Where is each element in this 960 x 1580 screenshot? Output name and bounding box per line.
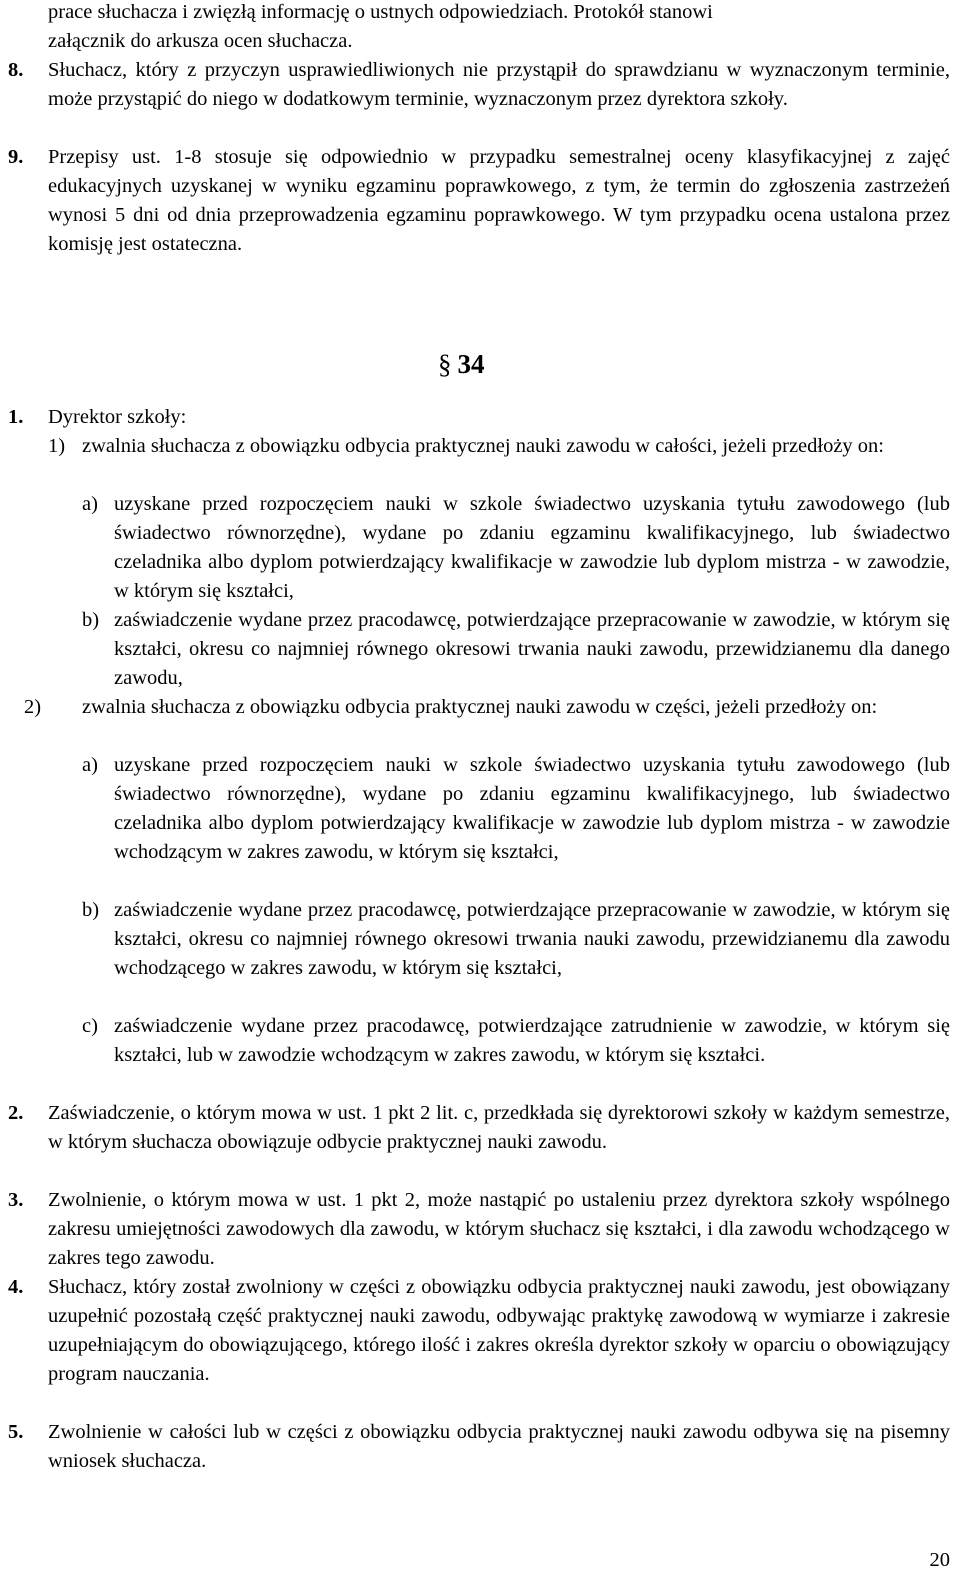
paragraph-item-9 [8,143,950,259]
continuation-line: prace słuchacza i zwięzłą informację o ustnych odpowiedziach. Protokół stanowi [48,1,713,23]
page-number: 20 [929,1549,950,1571]
section-heading [438,346,485,382]
subpoint-text: zaświadczenie wydane przez pracodawcę, potwierdzające przepracowanie w zawodzie, w którym się kształci, okresu co najmniej równego okresowi trwania nauki zawodu, przewidzianemu dla zawodu wchodzącego w zakres zawodu, w którym się kształci, [114,899,950,979]
continuation-line: załącznik do arkusza ocen słuchacza. [48,30,353,52]
paragraph-item-8 [8,56,950,114]
paragraph-item-5 [8,1418,950,1476]
point-1 [48,432,950,461]
paragraph-item-3 [8,1186,950,1273]
paragraph-item-2 [8,1099,950,1157]
subpoint-2b [82,896,950,983]
item-text: Zwolnienie, o którym mowa w ust. 1 pkt 2, może nastąpić po ustaleniu przez dyrektora szkoły wspólnego zakresu umiejętności zawodowych dla zawodu, w którym słuchacz się kształci, i dla zawodu wchodzącego w zakres tego zawodu. [48,1189,950,1269]
item-number: 1. [8,406,24,428]
subpoint-text: zaświadczenie wydane przez pracodawcę, potwierdzające zatrudnienie w zawodzie, w którym się kształci, lub w zawodzie wchodzącym w zakres zawodu, w którym się kształci. [114,1015,950,1066]
item-number: 4. [8,1276,24,1298]
paragraph-item-4 [8,1273,950,1389]
item-number: 2. [8,1102,24,1124]
item-number: 3. [8,1189,24,1211]
continuation-paragraph [48,0,950,56]
item-text: Dyrektor szkoły: [48,406,187,428]
subpoint-label: a) [82,493,98,515]
point-text: zwalnia słuchacza z obowiązku odbycia praktycznej nauki zawodu w części, jeżeli przedłoży on: [82,696,878,718]
item-text: Zwolnienie w całości lub w części z obowiązku odbycia praktycznej nauki zawodu odbywa się na pisemny wniosek słuchacza. [48,1421,950,1472]
subpoint-1b [82,606,950,693]
paragraph-item-1 [8,403,950,432]
point-text: zwalnia słuchacza z obowiązku odbycia praktycznej nauki zawodu w całości, jeżeli przedłoży on: [82,435,885,457]
item-text: Słuchacz, który został zwolniony w części z obowiązku odbycia praktycznej nauki zawodu, jest obowiązany uzupełnić pozostałą część praktycznej nauki zawodu, odbywając praktykę zawodową w wymiarze i zakresie uzupełniającym do obowiązującego, którego ilość i zakres określa dyrektor szkoły w oparciu o obowiązujący program nauczania. [48,1276,950,1385]
subpoint-label: b) [82,899,100,921]
item-text: Przepisy ust. 1-8 stosuje się odpowiednio w przypadku semestralnej oceny klasyfikacyjnej z zajęć edukacyjnych uzyskanej w wyniku egzaminu poprawkowego, z tym, że termin do zgłoszenia zastrzeżeń wynosi 5 dni od dnia przeprowadzenia egzaminu poprawkowego. W tym przypadku ocena ustalona przez komisję jest ostateczna. [48,146,950,255]
subpoint-text: uzyskane przed rozpoczęciem nauki w szkole świadectwo uzyskania tytułu zawodowego (lub świadectwo równorzędne), wydane po zdaniu egzaminu kwalifikacyjnego, lub świadectwo czeladnika albo dyplom potwierdzający kwalifikacje w zawodzie lub dyplom mistrza - w zawodzie wchodzącym w zakres zawodu, w którym się kształci, [114,754,950,863]
subpoint-2a [82,751,950,867]
point-number: 1) [48,435,66,457]
subpoint-label: b) [82,609,100,631]
subpoint-1a [82,490,950,606]
subpoint-text: zaświadczenie wydane przez pracodawcę, potwierdzające przepracowanie w zawodzie, w którym się kształci, okresu co najmniej równego okresowi trwania nauki zawodu, przewidzianemu dla danego zawodu, [114,609,950,689]
item-number: 9. [8,146,24,168]
point-number: 2) [24,696,42,718]
point-2 [24,693,950,722]
subpoint-label: a) [82,754,98,776]
subpoint-2c [82,1012,950,1070]
subpoint-label: c) [82,1015,98,1037]
section-number: 34 [457,349,485,379]
item-number: 5. [8,1421,24,1443]
item-text: Zaświadczenie, o którym mowa w ust. 1 pkt 2 lit. c, przedkłada się dyrektorowi szkoły w każdym semestrze, w którym słuchacza obowiązuje odbycie praktycznej nauki zawodu. [48,1102,950,1153]
section-symbol: § [438,349,452,379]
item-number: 8. [8,59,24,81]
item-text: Słuchacz, który z przyczyn usprawiedliwionych nie przystąpił do sprawdzianu w wyznaczonym terminie, może przystąpić do niego w dodatkowym terminie, wyznaczonym przez dyrektora szkoły. [48,59,950,110]
subpoint-text: uzyskane przed rozpoczęciem nauki w szkole świadectwo uzyskania tytułu zawodowego (lub świadectwo równorzędne), wydane po zdaniu egzaminu kwalifikacyjnego, lub świadectwo czeladnika albo dyplom potwierdzający kwalifikacje w zawodzie lub dyplom mistrza - w zawodzie, w którym się kształci, [114,493,950,602]
